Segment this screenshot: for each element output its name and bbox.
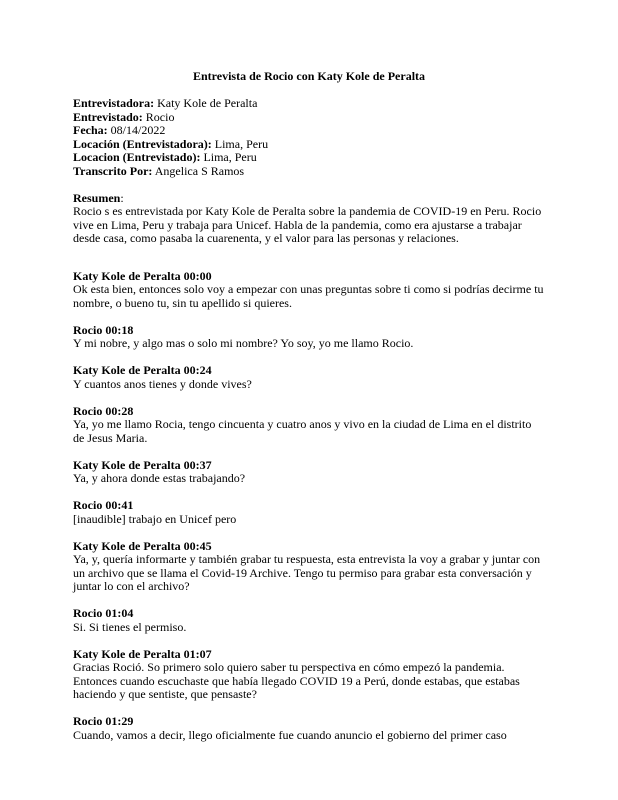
- metadata-value: Angelica S Ramos: [154, 163, 245, 178]
- summary-block: [73, 192, 545, 246]
- metadata-label: Fecha:: [73, 123, 108, 137]
- metadata-value: 08/14/2022: [110, 123, 166, 137]
- metadata-line: [73, 138, 545, 152]
- summary-text: Rocio s es entrevistada por Katy Kole de Peralta sobre la pandemia de COVID-19 en Peru. Rocio vive en Lima, Peru y trabaja para Unicef. Habla de la pandemia, como era ajustarse a trabajar desde casa, como pasaba la cuarenenta, y el valor para las personas y relaciones.: [73, 204, 542, 245]
- transcript-entry: [73, 270, 545, 311]
- metadata-line: [73, 111, 545, 125]
- metadata-block: [73, 97, 545, 178]
- metadata-label: Entrevistado:: [73, 109, 143, 124]
- metadata-value: Lima, Peru: [214, 136, 269, 151]
- entry-speaker-time: Rocio 00:41: [73, 498, 134, 512]
- metadata-line: [73, 124, 545, 138]
- document-title: Entrevista de Rocio con Katy Kole de Peralta: [192, 69, 426, 83]
- transcript-entry: [73, 459, 545, 486]
- transcript-entry: [73, 607, 545, 634]
- transcript-entry: [73, 648, 545, 702]
- metadata-value: Lima, Peru: [203, 150, 257, 164]
- entry-speaker-time: Rocio 01:29: [73, 714, 134, 728]
- entry-text: Si. Si tienes el permiso.: [73, 619, 187, 634]
- metadata-label: Locación (Entrevistadora):: [73, 136, 212, 151]
- entry-text: Ok esta bien, entonces solo voy a empezar con unas preguntas sobre ti como si podrías decirme tu nombre, o bueno tu, sin tu apellido si quieres.: [73, 282, 544, 310]
- entry-text: [inaudible] trabajo en Unicef pero: [73, 511, 237, 526]
- metadata-value: Katy Kole de Peralta: [157, 96, 258, 110]
- transcript-section: [73, 270, 545, 743]
- metadata-label: Entrevistadora:: [73, 96, 155, 110]
- entry-text: Cuando, vamos a decir, llego oficialmente fue cuando anuncio el gobierno del primer caso: [73, 727, 507, 742]
- entry-text: Y cuantos anos tienes y donde vives?: [73, 376, 252, 391]
- metadata-line: [73, 165, 545, 179]
- metadata-label: Transcrito Por:: [73, 163, 153, 178]
- entry-speaker-time: Katy Kole de Peralta 00:00: [73, 268, 212, 283]
- entry-speaker-time: Katy Kole de Peralta 00:37: [73, 457, 212, 472]
- transcript-entry: [73, 364, 545, 391]
- entry-speaker-time: Rocio 00:28: [73, 403, 134, 418]
- entry-speaker-time: Rocio 01:04: [73, 606, 134, 620]
- entry-text: Ya, y, quería informarte y también grabar tu respuesta, esta entrevista la voy a grabar y juntar con un archivo que se llama el Covid-19 Archive. Tengo tu permiso para grabar esta conversación y juntar lo con el archivo?: [73, 552, 541, 593]
- transcript-entry: [73, 715, 545, 742]
- summary-heading: [73, 192, 545, 206]
- metadata-value: Rocio: [145, 109, 175, 124]
- transcript-entry: [73, 405, 545, 446]
- entry-speaker-time: Katy Kole de Peralta 00:24: [73, 363, 212, 377]
- metadata-line: [73, 97, 545, 111]
- entry-text: Ya, yo me llamo Rocia, tengo cincuenta y cuatro anos y vivo en la ciudad de Lima en el distrito de Jesus Maria.: [73, 417, 532, 445]
- summary-colon: :: [120, 190, 124, 205]
- entry-speaker-time: Katy Kole de Peralta 01:07: [73, 646, 212, 661]
- transcript-entry: [73, 324, 545, 351]
- transcript-entry: [73, 540, 545, 594]
- entry-text: Ya, y ahora donde estas trabajando?: [73, 471, 246, 485]
- entry-speaker-time: Katy Kole de Peralta 00:45: [73, 538, 212, 553]
- metadata-label: Locacion (Entrevistado):: [73, 150, 201, 164]
- entry-text: Y mi nobre, y algo mas o solo mi nombre? Yo soy, yo me llamo Rocio.: [73, 336, 414, 350]
- metadata-line: [73, 151, 545, 165]
- summary-label: Resumen: [73, 190, 121, 205]
- transcript-entry: [73, 499, 545, 526]
- entry-text: Gracias Roció. So primero solo quiero saber tu perspectiva en cómo empezó la pandemia. Entonces cuando escuchaste que había llegado COVID 19 a Perú, donde estabas, que estabas haciendo y que sentiste, que pensaste?: [73, 660, 520, 701]
- entry-speaker-time: Rocio 00:18: [73, 322, 134, 337]
